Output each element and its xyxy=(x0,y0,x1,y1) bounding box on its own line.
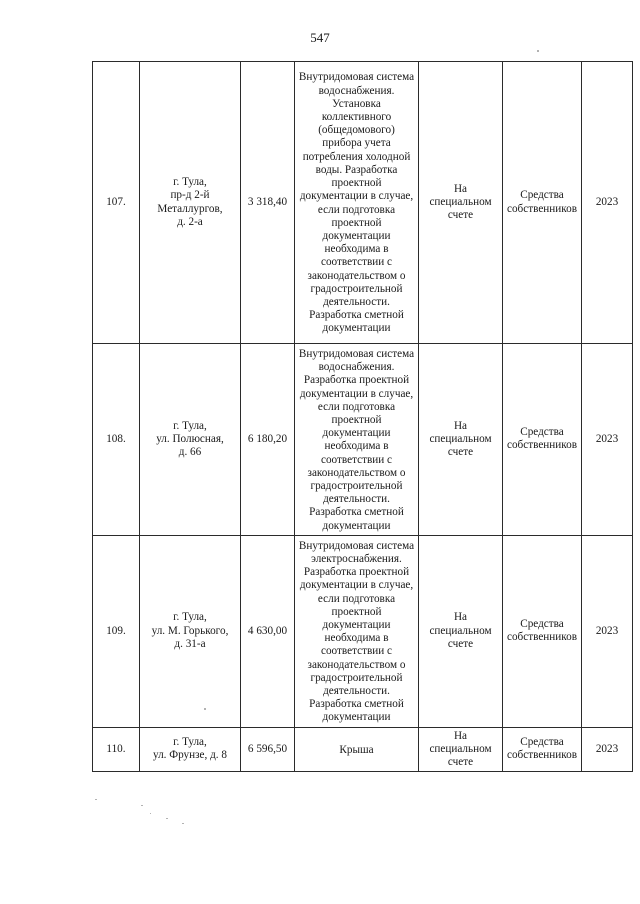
cost-cell: 4 630,00 xyxy=(241,535,295,727)
account-type-cell: На специальном счете xyxy=(419,727,503,772)
funding-source-cell: Средства собственников xyxy=(503,727,582,772)
scan-speck xyxy=(141,805,143,806)
account-type-cell: На специальном счете xyxy=(419,62,503,344)
year-cell: 2023 xyxy=(582,344,633,536)
year-cell: 2023 xyxy=(582,535,633,727)
funding-source-cell: Средства собственников xyxy=(503,62,582,344)
page-number: 547 xyxy=(310,30,330,45)
table-row xyxy=(93,727,633,772)
address-cell: г. Тула, ул. М. Горького, д. 31-а xyxy=(140,535,241,727)
address-cell: г. Тула, ул. Полюсная, д. 66 xyxy=(140,344,241,536)
funding-source-cell: Средства собственников xyxy=(503,535,582,727)
table-row xyxy=(93,344,633,536)
scan-speck xyxy=(150,813,151,814)
scan-speck xyxy=(537,50,539,52)
cost-cell: 3 318,40 xyxy=(241,62,295,344)
row-number-cell: 110. xyxy=(93,727,140,772)
account-type-cell: На специальном счете xyxy=(419,535,503,727)
table-row xyxy=(93,535,633,727)
year-cell: 2023 xyxy=(582,62,633,344)
work-schedule-table xyxy=(92,61,633,772)
work-type-cell: Внутридомовая система электроснабжения. Разработка проектной документации в случае, если подготовка проектной документации необходима в соответствии с законодательством о градостроительной деятельности. Разработка сметной документации xyxy=(295,535,419,727)
work-type-cell: Внутридомовая система водоснабжения. Установка коллективного (общедомового) прибора учета потребления холодной воды. Разработка проектной документации в случае, если подготовка проектной документации необходима в соответствии с законодательством о градостроительной деятельности. Разработка сметной документации xyxy=(295,62,419,344)
row-number-cell: 107. xyxy=(93,62,140,344)
year-cell: 2023 xyxy=(582,727,633,772)
table-row xyxy=(93,62,633,344)
scan-speck xyxy=(204,708,206,710)
work-type-cell: Крыша xyxy=(295,727,419,772)
scan-speck xyxy=(95,799,97,800)
row-number-cell: 108. xyxy=(93,344,140,536)
scan-speck xyxy=(166,818,168,819)
account-type-cell: На специальном счете xyxy=(419,344,503,536)
funding-source-cell: Средства собственников xyxy=(503,344,582,536)
work-type-cell: Внутридомовая система водоснабжения. Разработка проектной документации в случае, если подготовка проектной документации необходима в соответствии с законодательством о градостроительной деятельности. Разработка сметной документации xyxy=(295,344,419,536)
scan-speck xyxy=(182,823,184,824)
cost-cell: 6 596,50 xyxy=(241,727,295,772)
cost-cell: 6 180,20 xyxy=(241,344,295,536)
row-number-cell: 109. xyxy=(93,535,140,727)
address-cell: г. Тула, ул. Фрунзе, д. 8 xyxy=(140,727,241,772)
address-cell: г. Тула, пр-д 2-й Металлургов, д. 2-а xyxy=(140,62,241,344)
